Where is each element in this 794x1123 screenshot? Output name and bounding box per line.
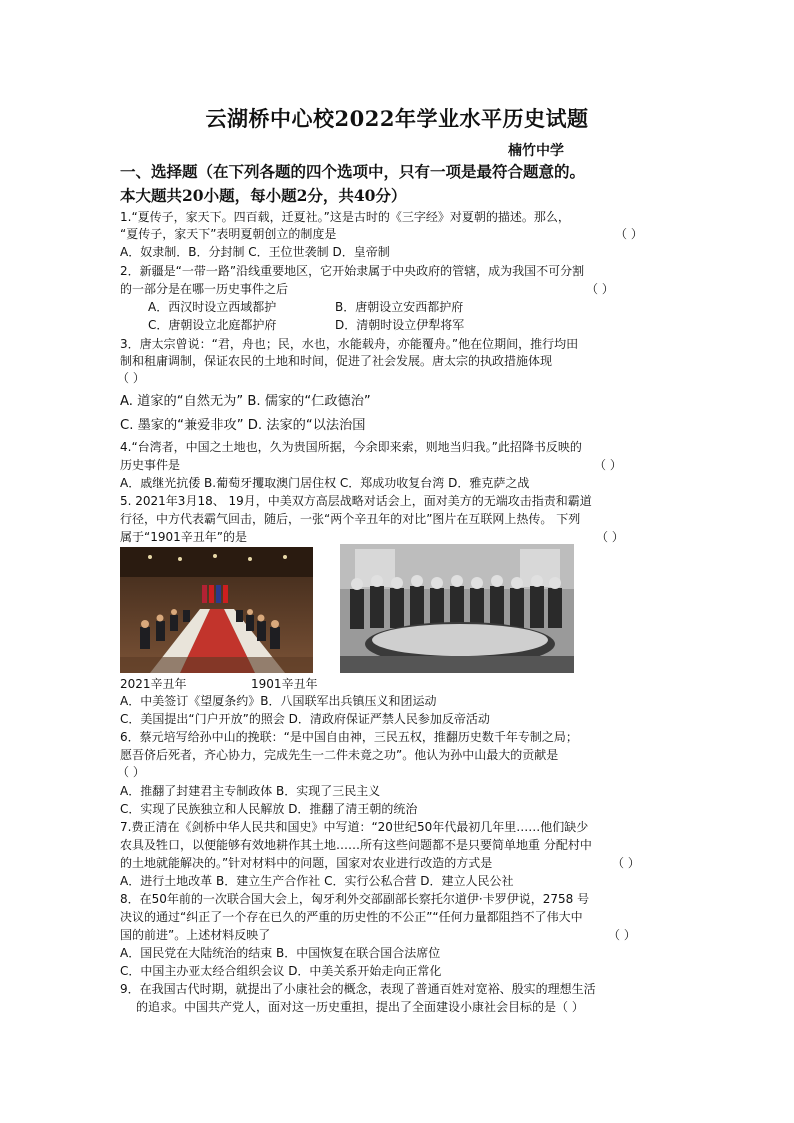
question-2-option-d: D．清朝时设立伊犁将军	[335, 318, 465, 332]
question-5-line3: 属于“1901辛丑年”的是	[120, 530, 247, 544]
question-3-line1: 3．唐太宗曾说：“君，舟也；民，水也，水能载舟，亦能覆舟。”他在位期间，推行均田	[120, 337, 579, 351]
question-7-line1: 7.费正清在《剑桥中华人民共和国史》中写道：“20世纪50年代最初几年里……他们缺少	[120, 820, 589, 834]
question-4-line1: 4.“台湾者，中国之土地也，久为贵国所据，今余即来索，则地当归我。”此招降书反映的	[120, 440, 582, 454]
question-3-options-cd: C. 墨家的“兼爱非攻” D. 法家的“以法治国	[120, 418, 366, 433]
question-2-option-a: A．西汉时设立西域都护	[148, 300, 277, 314]
question-5-line1: 5. 2021年3月18、 19月，中美双方高层战略对话会上，面对美方的无端攻击指责和霸道	[120, 494, 592, 508]
photo-2021-meeting	[120, 547, 313, 673]
question-6-options-cd: C．实现了民族独立和人民解放 D．推翻了清王朝的统治	[120, 802, 418, 816]
question-6-line1: 6．蔡元培写给孙中山的挽联：“是中国自由神，三民五权，推翻历史数千年专制之局；	[120, 730, 578, 744]
page-title: 云湖桥中心校2022年学业水平历史试题	[205, 106, 589, 131]
question-8-options-ab: A．国民党在大陆统治的结束 B．中国恢复在联合国合法席位	[120, 946, 441, 960]
question-1-line1: 1.“夏传子，家天下。四百载，迁夏社。”这是古时的《三字经》对夏朝的描述。那么，	[120, 210, 570, 224]
photo-caption-1901: 1901辛丑年	[251, 677, 318, 691]
answer-blank-5[interactable]: （ ）	[596, 530, 624, 544]
answer-blank-3[interactable]: （ ）	[117, 371, 145, 385]
question-9-line2: 的追求。中国共产党人，面对这一历史重担，提出了全面建设小康社会目标的是（ ）	[136, 1000, 584, 1014]
question-6-options-ab: A．推翻了封建君主专制政体 B．实现了三民主义	[120, 784, 381, 798]
question-1-options: A．奴隶制．B．分封制 C．王位世袭制 D．皇帝制	[120, 245, 390, 259]
question-7-line3: 的土地就能解决的。”针对材料中的问题，国家对农业进行改造的方式是	[120, 856, 493, 870]
question-7-line2: 农具及牲口，以便能够有效地耕作其土地……所有这些问题都不是只要简单地重 分配村中	[120, 838, 592, 852]
photo-caption-2021: 2021辛丑年	[120, 677, 187, 691]
question-7-options: A．进行土地改革 B．建立生产合作社 C．实行公私合营 D．建立人民公社	[120, 874, 514, 888]
section-heading-line1: 一、选择题（在下列各题的四个选项中，只有一项是最符合题意的。	[120, 162, 586, 181]
answer-blank-2[interactable]: （ ）	[586, 282, 614, 296]
question-8-line3: 国的前进”。上述材料反映了	[120, 928, 271, 942]
question-3-line2: 制和租庸调制，保证农民的土地和时间，促进了社会发展。唐太宗的执政措施体现	[120, 354, 553, 368]
question-5-line2: 行径，中方代表霸气回击，随后，一张“两个辛丑年的对比”图片在互联网上热传。 下列	[120, 512, 581, 526]
section-heading-line2: 本大题共20小题，每小题2分，共40分）	[120, 186, 407, 205]
school-name: 楠竹中学	[508, 143, 564, 159]
question-2-option-b: B．唐朝设立安西都护府	[335, 300, 464, 314]
question-5-options-cd: C．美国提出“门户开放”的照会 D．清政府保证严禁人民参加反帝活动	[120, 712, 490, 726]
question-8-options-cd: C．中国主办亚太经合组织会议 D．中美关系开始走向正常化	[120, 964, 442, 978]
question-2-line2: 的一部分是在哪一历史事件之后	[120, 282, 289, 296]
question-8-line1: 8．在50年前的一次联合国大会上，匈牙利外交部副部长察托尔道伊·卡罗伊说，2758 号	[120, 892, 590, 906]
question-9-line1: 9．在我国古代时期，就提出了小康社会的概念，表现了普通百姓对宽裕、殷实的理想生活	[120, 982, 596, 996]
question-6-line2: 愿吾侪后死者，齐心协力，完成先生一二件未竟之功”。他认为孙中山最大的贡献是	[120, 748, 559, 762]
question-8-line2: 决议的通过“纠正了一个存在已久的严重的历史性的不公正”“任何力量都阻挡不了伟大中	[120, 910, 583, 924]
answer-blank-4[interactable]: （ ）	[594, 458, 622, 472]
photo-1901-signing	[340, 544, 574, 673]
answer-blank-1[interactable]: （ ）	[615, 227, 643, 241]
question-2-option-c: C．唐朝设立北庭都护府	[148, 318, 277, 332]
question-3-options-ab: A. 道家的“自然无为” B. 儒家的“仁政德治”	[120, 394, 371, 409]
answer-blank-8[interactable]: （ ）	[608, 928, 636, 942]
answer-blank-6[interactable]: （ ）	[117, 765, 145, 779]
question-1-line2: “夏传子，家天下”表明夏朝创立的制度是	[120, 227, 337, 241]
answer-blank-7[interactable]: （ ）	[612, 856, 640, 870]
question-4-options: A．戚继光抗倭 B.葡萄牙攫取澳门居住权 C．郑成功收复台湾 D．雅克萨之战	[120, 476, 530, 490]
question-4-line2: 历史事件是	[120, 458, 181, 472]
question-5-options-ab: A．中美签订《望厦条约》B．八国联军出兵镇压义和团运动	[120, 694, 437, 708]
question-2-line1: 2．新疆是“一带一路”沿线重要地区，它开始隶属于中央政府的管辖，成为我国不可分割	[120, 264, 585, 278]
